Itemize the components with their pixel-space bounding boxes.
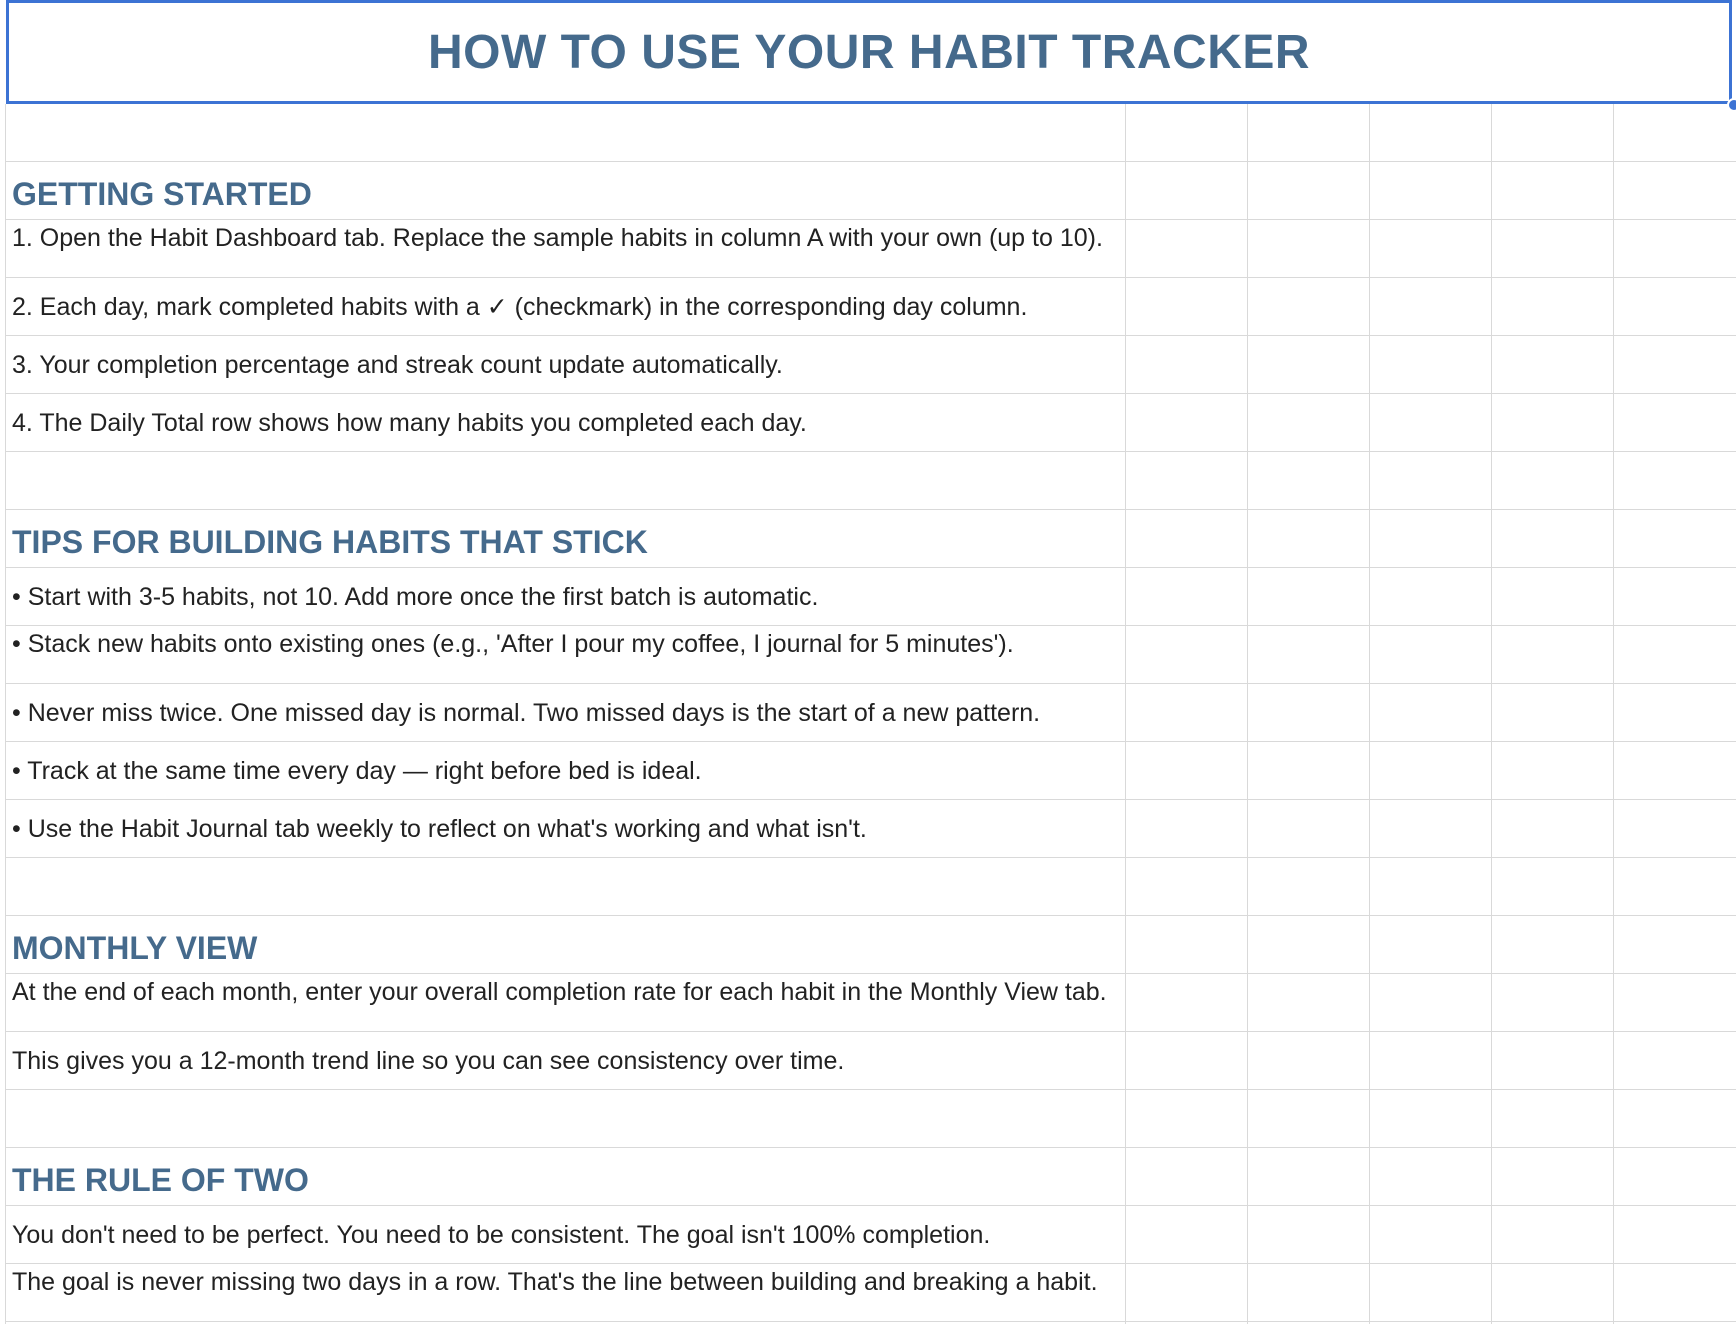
sheet-row [6,1206,1736,1264]
text-cell[interactable] [6,858,1125,915]
sheet-row [6,510,1736,568]
sheet-row [6,162,1736,220]
sheet-row [6,104,1736,162]
sheet-row [6,1032,1736,1090]
sheet-row [6,568,1736,626]
section-heading-cell[interactable] [6,916,1125,973]
instruction-text: • Start with 3-5 habits, not 10. Add more once the first batch is automatic. [12,583,819,611]
section-heading-cell[interactable] [6,510,1125,567]
text-cell[interactable] [6,1206,1125,1263]
instruction-text: • Track at the same time every day — right before bed is ideal. [12,757,702,785]
instruction-text: • Stack new habits onto existing ones (e.g., 'After I pour my coffee, I journal for 5 minutes'). [12,630,1014,658]
text-cell[interactable] [6,336,1125,393]
sheet-row [6,742,1736,800]
section-heading: GETTING STARTED [12,176,312,212]
blank-cell-text [12,452,1119,466]
sheet-row [6,974,1736,1032]
blank-cell-text [12,858,1119,872]
sheet-row [6,916,1736,974]
sheet-row [6,452,1736,510]
text-cell[interactable] [6,1032,1125,1089]
sheet-row [6,858,1736,916]
sheet-row [6,684,1736,742]
instruction-text: • Use the Habit Journal tab weekly to reflect on what's working and what isn't. [12,815,867,843]
instruction-text: 2. Each day, mark completed habits with a ✓ (checkmark) in the corresponding day column. [12,293,1028,321]
section-heading: TIPS FOR BUILDING HABITS THAT STICK [12,524,648,560]
instruction-text: 1. Open the Habit Dashboard tab. Replace the sample habits in column A with your own (up to 10). [12,224,1103,252]
blank-cell-text [12,1090,1119,1104]
instruction-text: 3. Your completion percentage and streak count update automatically. [12,351,783,379]
text-cell[interactable] [6,684,1125,741]
sheet-row [6,626,1736,684]
text-cell[interactable] [6,104,1125,161]
section-heading: THE RULE OF TWO [12,1162,309,1198]
selection-fill-handle[interactable] [1727,98,1736,112]
sheet-row [6,1148,1736,1206]
section-heading-cell[interactable] [6,162,1125,219]
text-cell[interactable] [6,220,1125,277]
blank-cell-text [12,104,1119,118]
instruction-text: 4. The Daily Total row shows how many habits you completed each day. [12,409,807,437]
text-cell[interactable] [6,626,1125,683]
sheet-row [6,394,1736,452]
text-cell[interactable] [6,742,1125,799]
text-cell[interactable] [6,394,1125,451]
page-title: HOW TO USE YOUR HABIT TRACKER [427,25,1311,79]
text-cell[interactable] [6,568,1125,625]
instruction-text: At the end of each month, enter your overall completion rate for each habit in the Monthly View tab. [12,978,1107,1006]
instruction-text: • Never miss twice. One missed day is normal. Two missed days is the start of a new pattern. [12,699,1041,727]
section-heading-cell[interactable] [6,1148,1125,1205]
sheet-row [6,1264,1736,1322]
title-cell[interactable] [6,0,1732,104]
text-cell[interactable] [6,1090,1125,1147]
section-heading: MONTHLY VIEW [12,930,258,966]
instruction-text: The goal is never missing two days in a row. That's the line between building and breaking a habit. [12,1268,1098,1296]
text-cell[interactable] [6,1264,1125,1321]
sheet-row [6,220,1736,278]
text-cell[interactable] [6,452,1125,509]
sheet-row [6,336,1736,394]
instruction-text: This gives you a 12-month trend line so you can see consistency over time. [12,1047,845,1075]
instruction-text: You don't need to be perfect. You need to be consistent. The goal isn't 100% completion. [12,1221,991,1249]
sheet-row [6,278,1736,336]
sheet-row [6,1090,1736,1148]
sheet-row [6,800,1736,858]
text-cell[interactable] [6,974,1125,1031]
text-cell[interactable] [6,800,1125,857]
text-cell[interactable] [6,278,1125,335]
